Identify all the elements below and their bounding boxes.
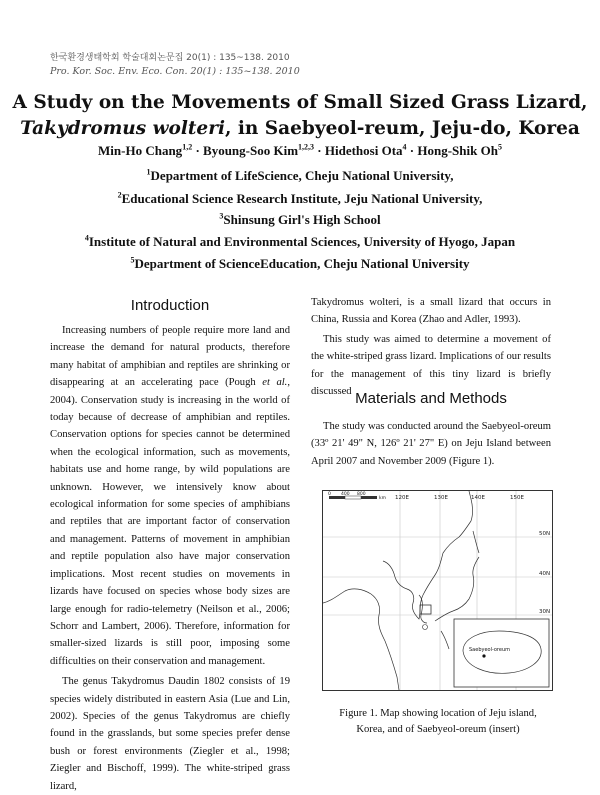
scale-bar [329,496,377,499]
inset-map [454,619,549,687]
affiliation-number: 3 [219,211,224,221]
location-map [323,491,552,690]
longitude-label: 150E [510,495,524,501]
author-separator: · [314,143,325,158]
affiliation [0,168,600,184]
figure-caption [318,706,558,738]
paper-title [0,90,600,142]
caption-line1: Map showing location of Jeju island, [380,708,537,719]
affiliation [0,212,600,228]
latitude-label: 40N [539,571,551,577]
affiliation [0,191,600,207]
latitude-label: 30N [539,609,551,615]
location-map-figure [322,490,553,691]
author-name: Min-Ho Chang [98,143,183,158]
longitude-label: 130E [434,495,448,501]
author-name: Hong-Shik Oh [417,143,498,158]
scale-unit: km [379,496,386,501]
author-list [0,143,600,159]
affiliation-text: Department of ScienceEducation, Cheju National University [134,256,470,271]
right-column [311,294,551,400]
longitude-label: 140E [471,495,485,501]
title-species: Takydromus wolteri [20,118,225,139]
intro-paragraph-4: This study was aimed to determine a movement of the white-striped grass lizard. Implications of our results for the management of this tiny lizard is briefly discussed [311,333,551,398]
author-affil-marker: 5 [497,142,502,152]
methods-column [311,418,551,470]
jeju-island-marker [423,625,428,630]
affiliation-text: Department of LifeScience, Cheju National University, [150,168,454,183]
intro-text: , 2004). Conservation study is increasing in the world of today because of decrease of amphibian and reptiles. Conservation options for species cannot be determined when the ecological information, such as movements, habitats use and home range, by wild populations are unknown. However, we intensively know about ecological information for some species of amphibians and reptiles that are important factor of conservation and management. Patterns of movement in amphibian and reptile population also have major conservation implications. Most recent studies on movements in lizards have focused on species whose body sizes are large enough for radio-telemetry (Neilson et al., 2006; Schorr and Lambert, 2006). Therefore, information for smaller-sized lizards is still poor, imposing some difficulties on their conservation and management. [50,377,290,667]
affiliation-number: 5 [130,255,135,265]
saebyeol-oreum-point [482,654,485,657]
author-affil-marker: 1,2 [182,142,193,152]
affiliation [0,234,600,250]
affiliation-text: Shinsung Girl's High School [223,212,381,227]
et-al: et al. [262,377,288,389]
inset-label: Saebyeol-oreum [469,647,510,653]
journal-header-english: Pro. Kor. Soc. Env. Eco. Con. 20(1) : 135~138. 2010 [50,66,300,77]
intro-paragraph-1 [50,322,290,670]
title-line2: , in Saebyeol-reum, Jeju-do, Korea [224,118,580,139]
longitude-label: 120E [395,495,409,501]
left-column [50,322,290,795]
author-separator: · [192,143,204,158]
author-affil-marker: 1,2,3 [298,142,315,152]
methods-paragraph-1: The study was conducted around the Saebyeol-oreum (33º 21' 49" N, 126º 21' 27" E) on Jeju Island between April 2007 and November 2009 (Figure 1). [311,421,551,467]
methods-heading: Materials and Methods [355,390,507,407]
figure-label: Figure 1. [339,708,378,719]
author-name: Hidethosi Ota [324,143,403,158]
affiliation-text: Educational Science Research Institute, Jeju National University, [121,191,483,206]
affiliation [0,256,600,272]
affiliation-text: Institute of Natural and Environmental Sciences, University of Hyogo, Japan [88,234,516,249]
journal-header-korean: 한국환경생태학회 학술대회논문집 20(1) : 135~138. 2010 [50,53,290,63]
scale-label: 400 [341,492,350,497]
affiliation-number: 2 [117,190,122,200]
intro-paragraph-2: The genus Takydromus Daudin 1802 consists of 19 species widely distributed in eastern Asia (Lue and Lin, 2002). Species of the genus Takydromus are chiefly found in the grasslands, but some species prefer dense bush or forest environments (Ziegler et al., 1998; Ziegler and Bischoff, 1999). The white-striped grass lizard, [50,676,290,792]
introduction-heading: Introduction [130,297,210,314]
scale-label: 0 [328,492,331,497]
author-separator: · [406,143,418,158]
author-affil-marker: 4 [402,142,407,152]
latitude-label: 50N [539,531,551,537]
scale-label: 800 [357,492,366,497]
intro-paragraph-3: Takydromus wolteri, is a small lizard that occurs in China, Russia and Korea (Zhao and Adler, 1993). [311,297,551,326]
author-name: Byoung-Soo Kim [203,143,299,158]
affiliation-number: 1 [146,167,151,177]
intro-text: Increasing numbers of people require more land and increase the demand for natural products, therefore many habitat of amphibian and reptiles are shrinking or disappearing at an accelerating pace (Pough [50,325,290,389]
caption-line2: Korea, and of Saebyeol-oreum (insert) [356,724,520,735]
affiliation-number: 4 [84,233,89,243]
title-line1: A Study on the Movements of Small Sized Grass Lizard, [12,92,588,113]
